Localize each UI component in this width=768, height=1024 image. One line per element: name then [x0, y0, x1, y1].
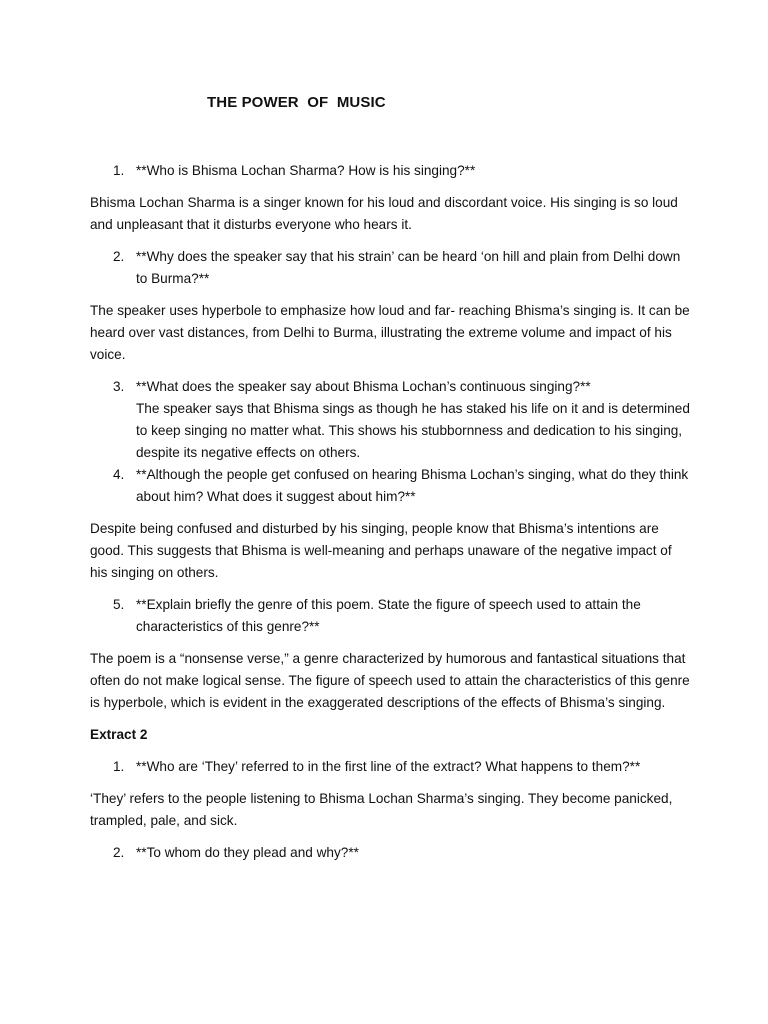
section-heading: Extract 2 — [90, 727, 148, 742]
question-item — [90, 842, 690, 864]
question-number: 2. — [113, 845, 125, 860]
answer-paragraph: Despite being confused and disturbed by his singing, people know that Bhisma’s intentions are good. This suggests that Bhisma is well-meaning and perhaps unaware of the negative impact of his singing on others. — [90, 521, 672, 580]
page-title: THE POWER OF MUSIC — [207, 94, 386, 111]
question-item — [90, 594, 690, 638]
question-item — [90, 376, 690, 464]
question-item — [90, 756, 690, 778]
question-text: **Although the people get confused on hearing Bhisma Lochan’s singing, what do they think about him? What does it suggest about him?** — [136, 467, 689, 504]
question-number: 1. — [113, 759, 125, 774]
document-body — [90, 160, 690, 874]
question-text: **Who is Bhisma Lochan Sharma? How is his singing?** — [136, 163, 476, 178]
answer-paragraph: Bhisma Lochan Sharma is a singer known for his loud and discordant voice. His singing is so loud and unpleasant that it disturbs everyone who hears it. — [90, 195, 678, 232]
question-item — [90, 246, 690, 290]
question-item — [90, 464, 690, 508]
answer-paragraph: ‘They’ refers to the people listening to Bhisma Lochan Sharma’s singing. They become panicked, trampled, pale, and sick. — [90, 791, 673, 828]
answer-paragraph: The speaker uses hyperbole to emphasize how loud and far- reaching Bhisma’s singing is. It can be heard over vast distances, from Delhi to Burma, illustrating the extreme volume and impact of his voice. — [90, 303, 690, 362]
question-number: 1. — [113, 163, 125, 178]
question-text: **What does the speaker say about Bhisma Lochan’s continuous singing?** — [136, 379, 591, 394]
question-item — [90, 160, 690, 182]
question-number: 4. — [113, 467, 125, 482]
question-text: **Who are ‘They’ referred to in the first line of the extract? What happens to them?** — [136, 759, 641, 774]
answer-paragraph: The speaker says that Bhisma sings as though he has staked his life on it and is determined to keep singing no matter what. This shows his stubbornness and dedication to his singing, despite its negative effects on others. — [136, 401, 690, 460]
question-number: 5. — [113, 597, 125, 612]
question-number: 3. — [113, 379, 125, 394]
answer-paragraph: The poem is a “nonsense verse,” a genre characterized by humorous and fantastical situations that often do not make logical sense. The figure of speech used to attain the characteristics of this genre is hyperbole, which is evident in the exaggerated descriptions of the effects of Bhisma’s singing. — [90, 651, 690, 710]
question-number: 2. — [113, 249, 125, 264]
question-text: **To whom do they plead and why?** — [136, 845, 359, 860]
question-text: **Explain briefly the genre of this poem. State the figure of speech used to attain the characteristics of this genre?** — [136, 597, 641, 634]
question-text: **Why does the speaker say that his strain’ can be heard ‘on hill and plain from Delhi down to Burma?** — [136, 249, 681, 286]
